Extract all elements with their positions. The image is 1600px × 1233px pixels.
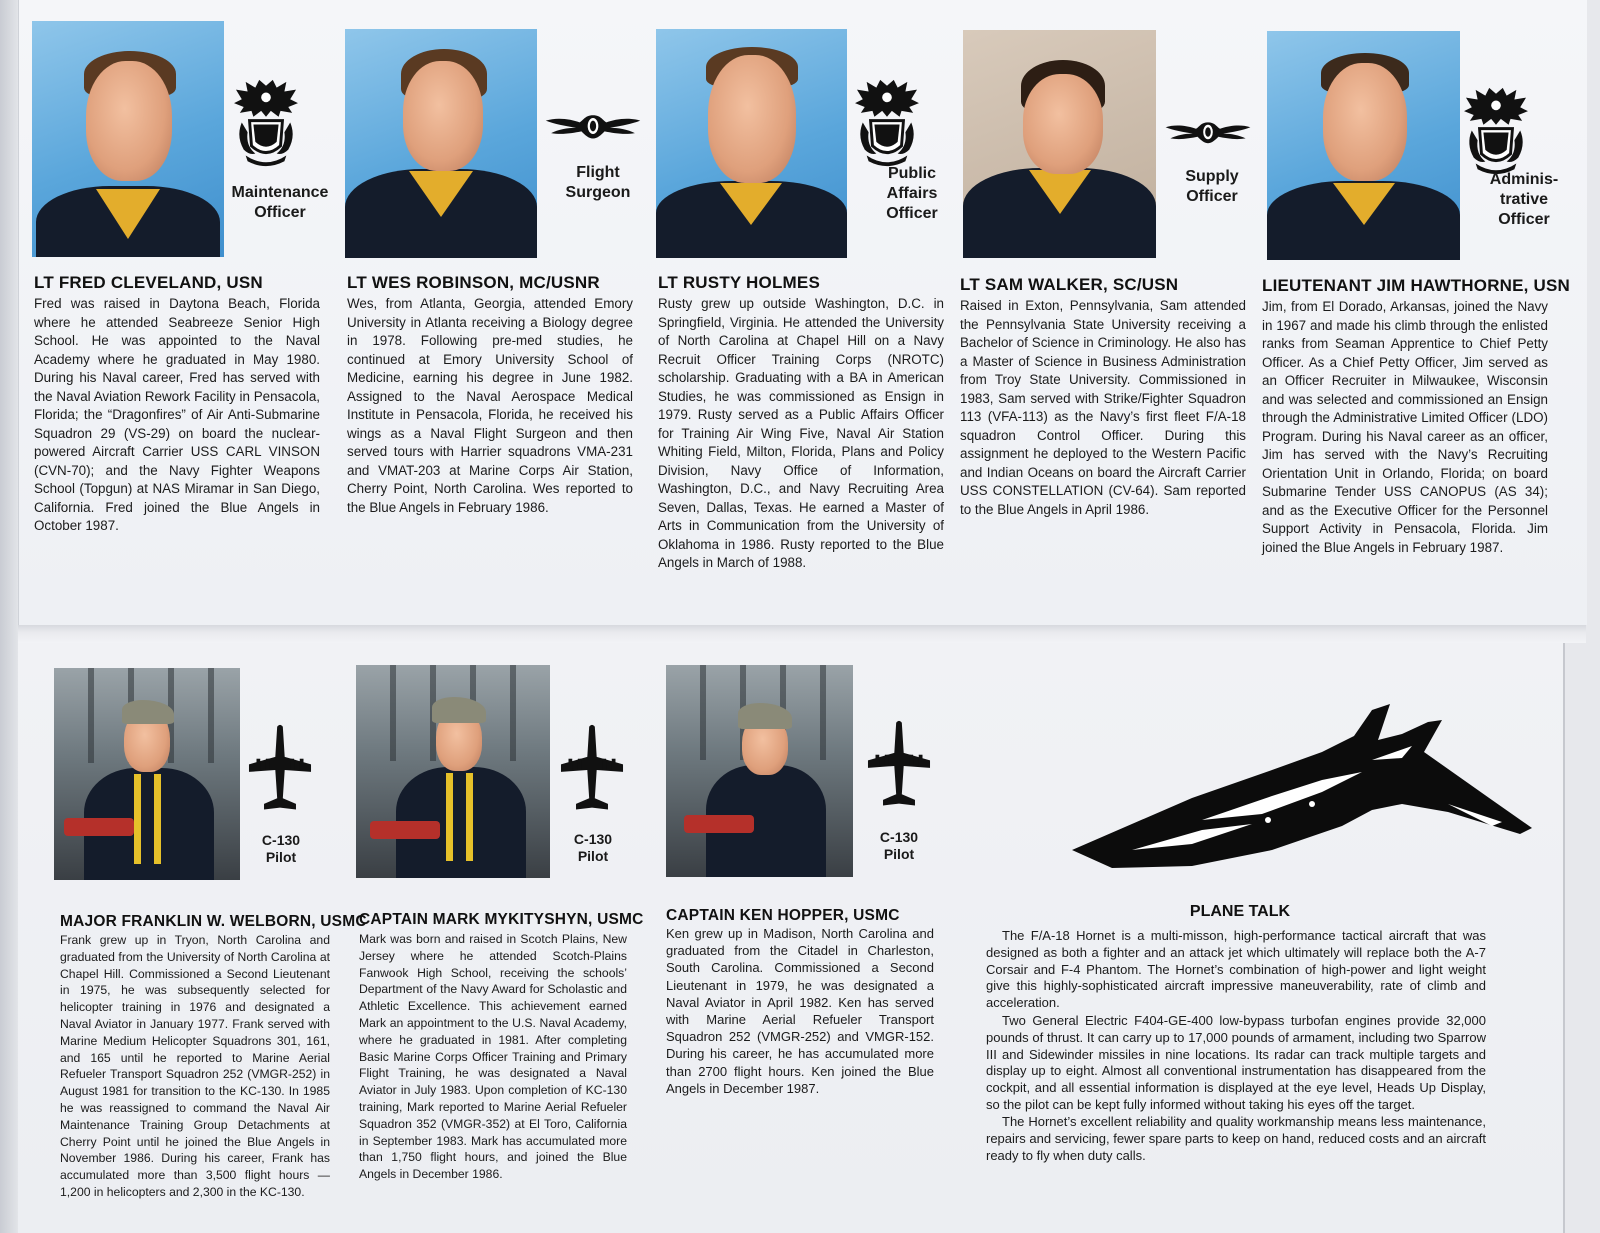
portrait-photo [345,29,537,258]
role-title: C-130 Pilot [879,829,919,862]
navy-eagle-crest-icon [1462,86,1530,178]
c130-aircraft-icon [558,723,626,817]
flight-surgeon-wings-icon [544,108,642,144]
officer-name: LT FRED CLEVELAND, USN [34,273,263,292]
role-title: Public Affairs Officer [886,165,938,222]
cockpit-photo [666,665,853,877]
portrait-photo [1267,31,1460,260]
role-title: Flight Surgeon [565,164,631,201]
officer-name: CAPTAIN MARK MYKITYSHYN, USMC [359,911,644,928]
officer-bio: Wes, from Atlanta, Georgia, attended Emory University in Atlanta receiving a Biology degree in 1978. Following pre-med studies, he continued at Emory University School of Medicine, earning his degree in June 1982. Assigned to the Naval Aerospace Medical Institute in Pensacola, Florida, he received his wings as a Naval Flight Surgeon and then served tours with Harrier squadrons VMA-231 and VMAT-203 at Marine Corps Air Station, Cherry Point, North Carolina. Wes reported to the Blue Angels in February 1986. [347,296,633,515]
officer-name: LIEUTENANT JIM HAWTHORNE, USN [1262,276,1571,295]
plane-talk-paragraph: The Hornet’s excellent reliability and quality workmanship means less maintenance, repairs and servicing, fewer spare parts to keep on hand, reduced costs and an aircraft ready to fly when duty calls. [986,1114,1486,1163]
officer-name: LT RUSTY HOLMES [658,273,820,292]
fa18-hornet-illustration [1072,700,1532,880]
plane-talk-paragraph: The F/A-18 Hornet is a multi-misson, high-performance tactical aircraft that was designed as both a fighter and an attack jet which ultimately will replace both the A-7 Corsair and F-4 Phantom. The Hornet’s combination of high-power and light weight give this highly-sophisticated aircraft impressive maneuverability, rate of climb and acceleration. [986,928,1486,1011]
c130-aircraft-icon [865,719,933,813]
paper-fold [18,625,1586,643]
role-title: C-130 Pilot [261,832,301,865]
officer-name: CAPTAIN KEN HOPPER, USMC [666,907,900,924]
portrait-photo [656,29,847,258]
supply-corps-wings-icon [1160,116,1256,148]
role-title: Adminis- trative Officer [1489,171,1559,228]
c130-aircraft-icon [246,723,314,817]
officer-name: MAJOR FRANKLIN W. WELBORN, USMC [60,913,367,930]
role-title: Supply Officer [1185,168,1239,205]
cockpit-photo [54,668,240,880]
plane-talk-paragraph: Two General Electric F404-GE-400 low-bypass turbofan engines provide 32,000 pounds of thrust. It can carry up to 17,000 pounds of armament, including two Sparrow III and Sidewinder missiles in nine locations. Its radar can track multiple targets and display up to eight. Almost all conventional instrumentation has disappeared from the cockpit, and all essential information is displayed at the eye level, Heads Up Display, so the pilot can be kept fully informed without taking his eyes off the target. [986,1013,1486,1112]
officer-name: LT SAM WALKER, SC/USN [960,275,1179,294]
page-edge-shadow [0,0,18,1233]
officer-name: LT WES ROBINSON, MC/USNR [347,273,600,292]
officer-bio: Jim, from El Dorado, Arkansas, joined the Navy in 1967 and made his climb through the enlisted ranks from Seaman Apprentice to Chief Petty Officer. As a Chief Petty Officer, Jim served as an Officer Recruiter in Milwaukee, Wisconsin and was selected and commissioned an Ensign through the Administrative Limited Officer (LDO) Program. During his Naval career as an officer, Jim has served with the Navy’s Recruiting Orientation Unit in Orlando, Florida; on board Submarine Tender USS CANOPUS (AS 34); and as the Executive Officer for the Personnel Support Activity in Pensacola, Florida. Jim joined the Blue Angels in February 1987. [1262,299,1548,555]
portrait-photo [963,30,1156,258]
officer-bio: Rusty grew up outside Washington, D.C. in Springfield, Virginia. He attended the University of North Carolina at Chapel Hill on a Navy Recruit Officer Training Corps (NROTC) scholarship. Graduating with a BA in American Studies, he was commissioned as Ensign in 1979. Rusty served as a Public Affairs Officer for Training Air Wing Five, Naval Air Station Whiting Field, Milton, Florida, Plans and Policy Division, Navy Office of Information, Washington, D.C., and Navy Recruiting Area Seven, Dallas, Texas. He earned a Master of Arts in Communication from the University of Oklahoma in 1986. Rusty reported to the Blue Angels in March of 1988. [658,296,944,570]
portrait-photo [32,21,224,257]
cockpit-photo [356,665,550,878]
navy-eagle-crest-icon [853,78,921,170]
officer-bio: Raised in Exton, Pennsylvania, Sam attended the Pennsylvania State University receiving a Bachelor of Science in Criminology. He also has a Master of Science in Business Administration from Troy State University. Commissioned in 1983, Sam served with Strike/Fighter Squadron 113 (VFA-113) as the Navy’s first fleet F/A-18 squadron Control Officer. During this assignment he deployed to the Western Pacific and Indian Oceans on board the Aircraft Carrier USS CONSTELLATION (CV-64). Sam reported to the Blue Angels in April 1986. [960,298,1246,517]
officer-bio: Ken grew up in Madison, North Carolina and graduated from the Citadel in Charleston, South Carolina. Commissioned a Second Lieutenant in 1979, he was designated a Naval Aviator in April 1982. Ken has served with Marine Aerial Refueler Transport Squadron 252 (VMGR-252) and VMGR-152. During his career, he has accumulated more than 2700 flight hours. Ken joined the Blue Angels in December 1987. [666,926,934,1096]
plane-talk-title: PLANE TALK [1189,903,1291,920]
officer-bio: Fred was raised in Daytona Beach, Florida where he attended Seabreeze Senior High School. He was appointed to the Naval Academy where he graduated in May 1980. During his Naval career, Fred has served with the Naval Aviation Rework Facility in Pensacola, Florida; the “Dragonfires” of Air Anti-Submarine Squadron 29 (VS-29) on board the nuclear-powered Aircraft Carrier USS CARL VINSON (CVN-70); and the Navy Fighter Weapons School (Topgun) at NAS Miramar in San Diego, California. Fred joined the Blue Angels in October 1987. [34,296,320,533]
role-title: C-130 Pilot [573,831,613,864]
role-title: Maintenance Officer [231,184,329,221]
officer-bio: Mark was born and raised in Scotch Plains, New Jersey where he attended Scotch-Plains Fanwook High School, receiving the schools’ Department of the Navy Award for Scholastic and Athletic Excellence. This achievement earned Mark an appointment to the U.S. Naval Academy, where he graduated in 1981. After completing Basic Marine Corps Officer Training and Primary Flight Training, he was designated a Naval Aviator in July 1983. Upon completion of KC-130 training, Mark reported to Marine Aerial Refueler Squadron 352 (VMGR-352) at El Toro, California in September 1983. Mark has accumulated more than 1,750 flight hours, and joined the Blue Angels in December 1986. [359,932,627,1182]
navy-eagle-crest-icon [232,78,300,170]
officer-bio: Frank grew up in Tryon, North Carolina and graduated from the University of North Carolina at Chapel Hill. Commissioned a Second Lieutenant in 1975, he was subsequently selected for helicopter training in 1976 and designated a Naval Aviator in January 1977. Frank served with Marine Medium Helicopter Squadrons 301, 161, and 165 until he reported to Marine Aerial Refueler Transport Squadron 252 (VMGR-252) in August 1981 for transition to the KC-130. In 1985 he was reassigned to command the Naval Air Maintenance Training Group Detachments at Cherry Point until he joined the Blue Angels in November 1986. During his career, Frank has accumulated more than 3,500 flight hours — 1,200 in helicopters and 2,300 in the KC-130. [60,933,330,1199]
